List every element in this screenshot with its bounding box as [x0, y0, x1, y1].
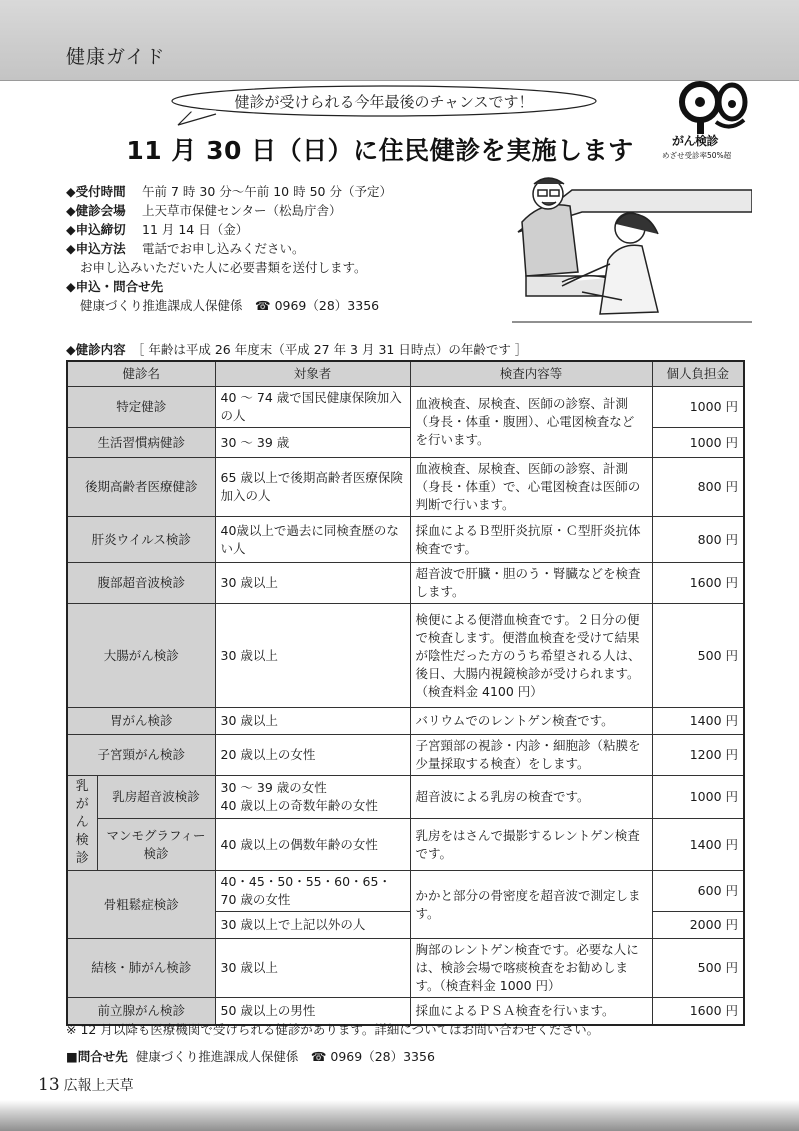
exam-name: 胃がん検診: [67, 708, 215, 735]
exam-target: 30 歳以上で上記以外の人: [215, 912, 410, 939]
exam-target: 30 歳以上: [215, 604, 410, 708]
exam-name: 乳房超音波検診: [97, 776, 215, 819]
exam-content: 乳房をはさんで撮影するレントゲン検査です。: [410, 819, 652, 871]
breast-group-text: [73, 778, 92, 868]
table-row: [67, 387, 744, 428]
exam-name: 腹部超音波検診: [67, 563, 215, 604]
table-row: [67, 871, 744, 912]
table-row: [67, 563, 744, 604]
exam-target: 40 ～ 74 歳で国民健康保険加入の人: [215, 387, 410, 428]
exam-target: 30 歳以上: [215, 708, 410, 735]
table-row: [67, 819, 744, 871]
info-reception: ◆受付時間 午前 7 時 30 分～午前 10 時 50 分（予定）: [66, 184, 392, 199]
col-header-target: 対象者: [215, 361, 410, 387]
exam-fee: 1000 円: [652, 428, 744, 458]
phone-number: ☎ 0969（28）3356: [255, 298, 380, 313]
table-header-row: [67, 361, 744, 387]
table-row: [67, 458, 744, 517]
info-method: ◆申込方法 電話でお申し込みください。: [66, 241, 305, 256]
checkup-table: [66, 360, 745, 1026]
exam-target: 50 歳以上の男性: [215, 998, 410, 1025]
exam-name: 大腸がん検診: [67, 604, 215, 708]
publication-name: 広報上天草: [63, 1078, 134, 1094]
breast-group-char: が: [75, 797, 89, 812]
exam-name: 肝炎ウイルス検診: [67, 517, 215, 563]
footer-band: [0, 1100, 799, 1131]
exam-content: バリウムでのレントゲン検査です。: [410, 708, 652, 735]
breast-group-char: 診: [75, 851, 89, 866]
exam-name: 特定健診: [67, 387, 215, 428]
exam-target: 40歳以上で過去に同検査歴のない人: [215, 517, 410, 563]
table-row: [67, 735, 744, 776]
exam-fee: 1000 円: [652, 776, 744, 819]
info-contact-label: ◆申込・問合せ先: [66, 279, 164, 294]
exam-name: 前立腺がん検診: [67, 998, 215, 1025]
page-number: 13: [38, 1075, 60, 1095]
page-footer: [38, 1075, 134, 1095]
footnote: ※ 12 月以降も医療機関で受けられる健診があります。詳細についてはお問い合わせください。: [66, 1022, 600, 1037]
breast-group-char: 検: [75, 833, 89, 848]
exam-fee: 1400 円: [652, 708, 744, 735]
table-row: [67, 939, 744, 998]
exam-fee: 1600 円: [652, 563, 744, 604]
exam-target: 30 ～ 39 歳の女性 40 歳以上の奇数年齢の女性: [215, 776, 410, 819]
breast-group-char: 乳: [75, 779, 89, 794]
exam-name: マンモグラフィー検診: [97, 819, 215, 871]
exam-name: 後期高齢者医療健診: [67, 458, 215, 517]
exam-target: 30 ～ 39 歳: [215, 428, 410, 458]
exam-fee: 1000 円: [652, 387, 744, 428]
exam-target: 65 歳以上で後期高齢者医療保険加入の人: [215, 458, 410, 517]
table-row: [67, 776, 744, 819]
exam-fee: 1600 円: [652, 998, 744, 1025]
logo-subtitle: めざせ受診率50%超: [662, 151, 732, 160]
table-row: [67, 517, 744, 563]
exam-target: 30 歳以上: [215, 939, 410, 998]
exam-fee: 500 円: [652, 604, 744, 708]
exam-name: 骨粗鬆症検診: [67, 871, 215, 939]
exam-content: 胸部のレントゲン検査です。必要な人には、検診会場で喀痰検査をお勧めします。（検査料金 1000 円）: [410, 939, 652, 998]
table-row: [67, 708, 744, 735]
exam-fee: 500 円: [652, 939, 744, 998]
bubble-text: 健診が受けられる今年最後のチャンスです！: [234, 93, 534, 111]
checkup-illustration: [512, 172, 752, 340]
exam-target: 30 歳以上: [215, 563, 410, 604]
exam-content: 超音波による乳房の検査です。: [410, 776, 652, 819]
info-block: [66, 182, 392, 315]
exam-name: 結核・肺がん検診: [67, 939, 215, 998]
col-header-name: 健診名: [67, 361, 215, 387]
exam-fee: 600 円: [652, 871, 744, 912]
col-header-fee: 個人負担金: [652, 361, 744, 387]
logo-label: がん検診: [672, 134, 719, 148]
exam-content: 検便による便潜血検査です。２日分の便で検査します。便潜血検査を受けて結果が陰性だった方のうち希望される人は、後日、大腸内視鏡検診が受けられます。（検査料金 4100 円）: [410, 604, 652, 708]
exam-target: 20 歳以上の女性: [215, 735, 410, 776]
exam-target: 40 歳以上の偶数年齢の女性: [215, 819, 410, 871]
exam-fee: 800 円: [652, 458, 744, 517]
exam-content: 子宮頸部の視診・内診・細胞診（粘膜を少量採取する検査）をします。: [410, 735, 652, 776]
col-header-content: 検査内容等: [410, 361, 652, 387]
exam-name: 生活習慣病健診: [67, 428, 215, 458]
info-deadline: ◆申込締切 11 月 14 日（金）: [66, 222, 249, 237]
contact-line: ■問合せ先 健康づくり推進課成人保健係 ☎ 0969（28）3356: [66, 1049, 435, 1064]
exam-fee: 1200 円: [652, 735, 744, 776]
table-caption: ◆健診内容 ［ 年齢は平成 26 年度末（平成 27 年 3 月 31 日時点）の年齢です ］: [66, 342, 528, 357]
exam-target: 40・45・50・55・60・65・70 歳の女性: [215, 871, 410, 912]
exam-content: 血液検査、尿検査、医師の診察、計測（身長・体重・腹囲）、心電図検査などを行います。: [410, 387, 652, 458]
table-row: [67, 604, 744, 708]
exam-content: 採血によるＢ型肝炎抗原・Ｃ型肝炎抗体検査です。: [410, 517, 652, 563]
breast-group-label: [67, 776, 97, 871]
info-method-note: お申し込みいただいた人に必要書類を送付します。: [80, 260, 367, 275]
exam-fee: 2000 円: [652, 912, 744, 939]
exam-content: 採血によるＰＳＡ検査を行います。: [410, 998, 652, 1025]
info-venue: ◆健診会場 上天草市保健センター（松島庁舎）: [66, 203, 342, 218]
page-section-title: 健康ガイド: [66, 46, 166, 68]
speech-bubble: [168, 83, 600, 128]
exam-content: 超音波で肝臓・胆のう・腎臓などを検査します。: [410, 563, 652, 604]
exam-content: かかと部分の骨密度を超音波で測定します。: [410, 871, 652, 939]
exam-name: 子宮頸がん検診: [67, 735, 215, 776]
page-title: 11 月 30 日（日）に住民健診を実施します: [126, 136, 634, 165]
exam-fee: 800 円: [652, 517, 744, 563]
exam-fee: 1400 円: [652, 819, 744, 871]
info-contact: 健康づくり推進課成人保健係 ☎ 0969（28）3356: [80, 298, 380, 313]
breast-group-char: ん: [75, 815, 89, 830]
exam-content: 血液検査、尿検査、医師の診察、計測（身長・体重）で、心電図検査は医師の判断で行います。: [410, 458, 652, 517]
phone-number: ☎ 0969（28）3356: [310, 1049, 435, 1064]
